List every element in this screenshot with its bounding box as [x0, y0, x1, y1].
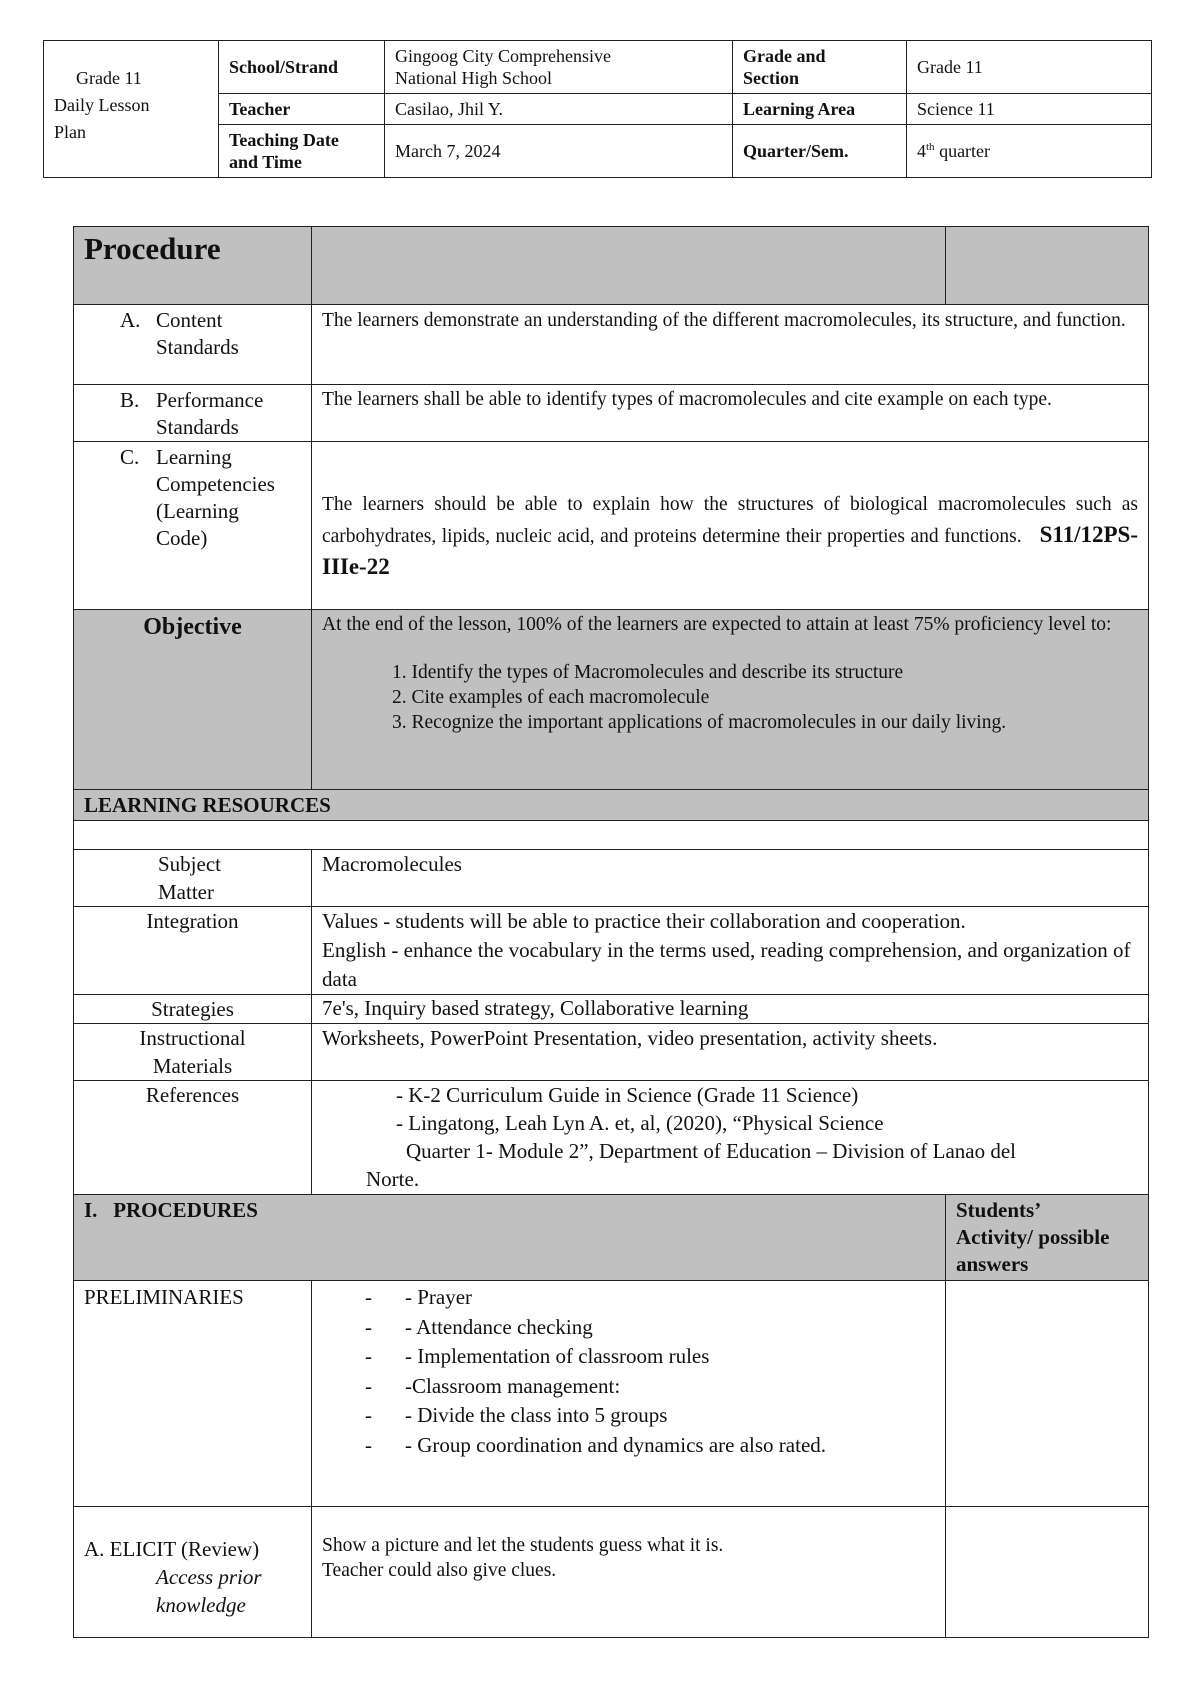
- elicit-label: A. ELICIT (Review) Access prior knowledge: [74, 1507, 312, 1638]
- date-value: March 7, 2024: [385, 125, 733, 178]
- content-standards-text: The learners demonstrate an understanding of the different macromolecules, its structure, and function.: [312, 305, 1149, 385]
- integration-value: Values - students will be able to practice their collaboration and cooperation. English - enhance the vocabulary in the terms used, reading comprehension, and organization of data: [312, 907, 1149, 995]
- content-standards-label: A. Content Standards: [74, 305, 312, 385]
- materials-value: Worksheets, PowerPoint Presentation, video presentation, activity sheets.: [312, 1024, 1149, 1081]
- preliminaries-list: [312, 1281, 946, 1507]
- objective-list: [392, 660, 1138, 735]
- dlp-title: Grade 11 Daily Lesson Plan: [44, 41, 219, 178]
- references-label: References: [74, 1081, 312, 1195]
- lesson-plan-table: [73, 226, 1149, 1638]
- learning-code: S11/12PS-IIIe-22: [322, 522, 1138, 579]
- area-label: Learning Area: [733, 94, 907, 125]
- performance-standards-text: The learners shall be able to identify types of macromolecules and cite example on each type.: [312, 385, 1149, 442]
- area-value: Science 11: [907, 94, 1152, 125]
- procedure-title: Procedure: [74, 227, 312, 305]
- strategies-label: Strategies: [74, 995, 312, 1024]
- header-table: [43, 40, 1152, 178]
- subject-matter-value: Macromolecules: [312, 850, 1149, 907]
- references-value: - K-2 Curriculum Guide in Science (Grade 11 Science) - Lingatong, Leah Lyn A. et, al, (2020), “Physical Science Quarter 1- Module 2”, Department of Education – Division of Lanao del Norte.: [312, 1081, 1149, 1195]
- list-item: - -Classroom management:: [365, 1373, 621, 1398]
- preliminaries-students-cell: [946, 1281, 1149, 1507]
- list-item: - - Prayer: [365, 1285, 473, 1309]
- procedures-heading: I. PROCEDURES: [74, 1195, 946, 1281]
- objective-item: 3. Recognize the important applications of macromolecules in our daily living.: [392, 712, 1007, 733]
- list-item: - - Attendance checking: [365, 1314, 593, 1339]
- preliminaries-label: PRELIMINARIES: [74, 1281, 312, 1507]
- list-item: - - Implementation of classroom rules: [365, 1344, 710, 1368]
- list-item: - - Group coordination and dynamics are also rated.: [365, 1432, 827, 1457]
- school-label: School/Strand: [219, 41, 385, 94]
- quarter-value: 4th quarter: [907, 125, 1152, 178]
- materials-label: Instructional Materials: [74, 1024, 312, 1081]
- competencies-text: The learners should be able to explain how the structures of biological macromolecules such as carbohydrates, lipids, nucleic acid, and proteins determine their properties and functions. S11/12PS-IIIe-22: [312, 442, 1149, 610]
- performance-standards-label: B. Performance Standards: [74, 385, 312, 442]
- learning-resources-heading: LEARNING RESOURCES: [74, 790, 1149, 821]
- grade-value: Grade 11: [907, 41, 1152, 94]
- teacher-label: Teacher: [219, 94, 385, 125]
- objective-item: 2. Cite examples of each macromolecule: [392, 687, 710, 708]
- subject-matter-label: Subject Matter: [74, 850, 312, 907]
- objective-text: At the end of the lesson, 100% of the learners are expected to attain at least 75% proficiency level to: 1. Identify the types of Macromolecules and describe its structure 2. Cite examples of each macromolecule 3. Recognize the important applications of macromolecules in our daily living.: [312, 610, 1149, 790]
- procedure-header-blank-2: [946, 227, 1149, 305]
- grade-label: Grade and Section: [733, 41, 907, 94]
- list-item: - - Divide the class into 5 groups: [365, 1403, 668, 1427]
- objective-item: 1. Identify the types of Macromolecules and describe its structure: [392, 662, 904, 683]
- elicit-text: Show a picture and let the students guess what it is. Teacher could also give clues.: [312, 1507, 946, 1638]
- objective-label: Objective: [74, 610, 312, 790]
- procedure-header-blank: [312, 227, 946, 305]
- blank-row: [74, 821, 1149, 850]
- integration-label: Integration: [74, 907, 312, 995]
- students-activity-heading: Students’ Activity/ possible answers: [946, 1195, 1149, 1281]
- school-value: Gingoog City Comprehensive National High School: [385, 41, 733, 94]
- teacher-value: Casilao, Jhil Y.: [385, 94, 733, 125]
- elicit-students-cell: [946, 1507, 1149, 1638]
- date-label: Teaching Date and Time: [219, 125, 385, 178]
- strategies-value: 7e's, Inquiry based strategy, Collaborative learning: [312, 995, 1149, 1024]
- quarter-label: Quarter/Sem.: [733, 125, 907, 178]
- competencies-label: C. Learning Competencies (Learning Code): [74, 442, 312, 610]
